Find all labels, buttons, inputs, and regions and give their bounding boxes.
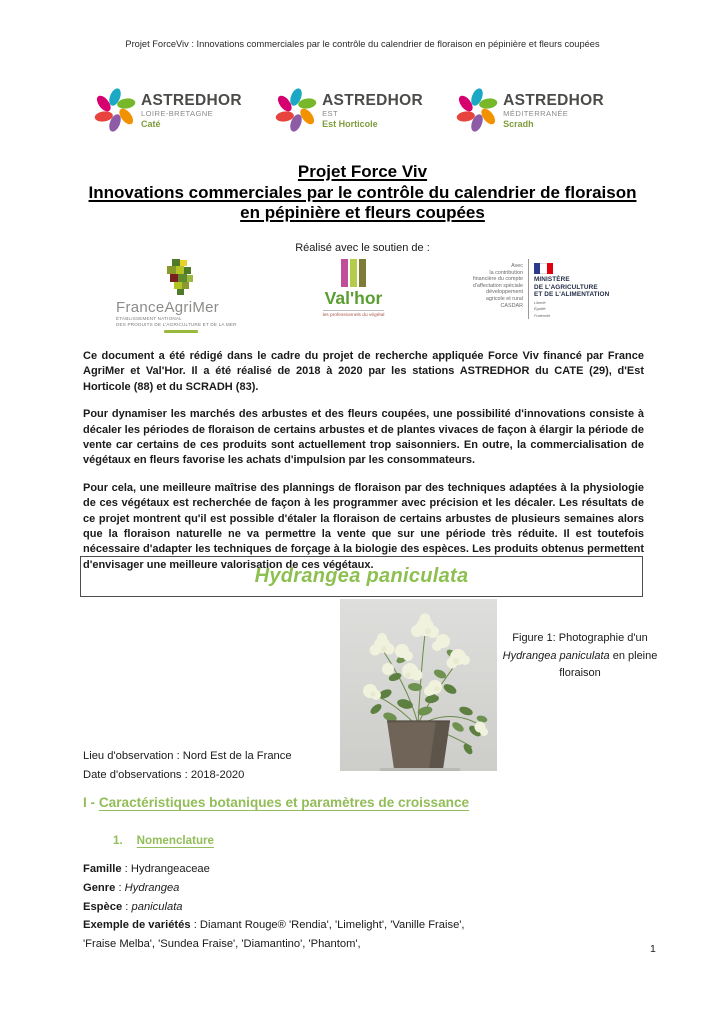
nomenclature-espece: Espèce : paniculata — [83, 900, 183, 913]
astredhor-logo-row — [92, 84, 604, 136]
ministry-line-1: MINISTÈRE — [534, 276, 570, 283]
paragraph-3: Pour cela, une meilleure maîtrise des plannings de floraison par des techniques adaptées à la physiologie de ces végétaux est recherchée de façon à les programmer avec précision et les décaler. Les résultats de ce projet montrent qu'il est possible d'étaler la floraison de certains arbustes de plusieurs semaines alors que la floraison naturelle ne va permettre la vente que sur une période très réduite. Il est toutefois nécessaire d'adapter les techniques de forçage à la biologie des espèces. Les produits obtenus permettent d'envisager une meilleure valorisation de ces végétaux. — [83, 481, 644, 571]
franceagrimer-name: FranceAgriMer — [116, 299, 220, 316]
figure-caption-pre: Figure 1: Photographie d'un — [512, 632, 648, 644]
astredhor-flower-icon — [273, 84, 319, 136]
nomenclature-famille: Famille : Hydrangeaceae — [83, 863, 210, 875]
astredhor-flower-icon — [92, 84, 138, 136]
ministry-motto-3: Fraternité — [534, 313, 551, 318]
valhor-bars-icon — [341, 259, 366, 287]
document-title — [0, 162, 725, 224]
subsection-heading — [113, 834, 214, 847]
page-number: 1 — [650, 943, 656, 955]
figure-caption-post: en pleine floraison — [559, 649, 658, 679]
astredhor-region: LOIRE-BRETAGNE — [141, 109, 214, 118]
nomenclature-varietes-line2: 'Fraise Melba', 'Sundea Fraise', 'Diamantino', 'Phantom', — [83, 938, 361, 951]
subsection-number: 1. — [113, 834, 123, 847]
paragraph-1: Ce document a été rédigé dans le cadre du projet de recherche appliquée Force Viv financé par France AgriMer et Val'Hor. Il a été réalisé de 2018 à 2020 par les stations ASTREDHOR du CATE (29), d'Est Horticole (88) et du SCRADH (83). — [83, 350, 644, 393]
ministry-block — [534, 259, 609, 319]
astredhor-logo-loire-bretagne — [92, 84, 242, 136]
nomenclature-block — [83, 860, 563, 954]
france-map-mosaic-icon — [160, 259, 200, 297]
figure-caption-species: Hydrangea paniculata — [502, 649, 610, 662]
observation-location: Lieu d'observation : Nord Est de la France — [83, 750, 292, 762]
astredhor-region: EST — [322, 109, 339, 118]
ministry-line-2: DE L'AGRICULTURE — [534, 283, 598, 291]
intro-paragraphs — [83, 349, 644, 585]
casdar-contribution-text: Avec la contribution financière du compte d'affectation spéciale développement agricole et rural CASDAR — [472, 263, 523, 309]
title-line-2: Innovations commerciales par le contrôle du calendrier de floraison — [88, 182, 637, 202]
ministry-motto-1: Liberté — [534, 300, 546, 305]
astredhor-name: ASTREDHOR — [503, 92, 604, 109]
paragraph-2: Pour dynamiser les marchés des arbustes et des fleurs coupées, une possibilité d'innovations consiste à décaler les périodes de floraison de certains arbustes et de plantes vivaces de façon à élargir la période de vente car certains de ces produits sont actuellement trop saisonniers. En outre, la commercialisation de végétaux en fleurs favorise les achats d'impulsion par les consommateurs. — [83, 408, 644, 467]
astredhor-station: Caté — [141, 119, 161, 129]
franceagrimer-underline-bar — [164, 330, 198, 333]
subsection-title: Nomenclature — [136, 834, 214, 847]
astredhor-flower-icon — [454, 84, 500, 136]
astredhor-logo-est — [273, 84, 423, 136]
franceagrimer-logo — [116, 259, 262, 333]
section-number: I - — [83, 795, 99, 810]
ministry-motto-2: Égalité — [534, 307, 546, 312]
hydrangea-photo — [340, 599, 497, 771]
section-title: Caractéristiques botaniques et paramètres de croissance — [98, 795, 470, 810]
title-line-1: Projet Force Viv — [297, 162, 428, 181]
nomenclature-varietes: Exemple de variétés : Diamant Rouge® 'Rendia', 'Limelight', 'Vanille Fraise', — [83, 919, 465, 932]
figure-caption — [494, 630, 666, 683]
french-flag-icon — [534, 263, 553, 274]
valhor-tagline: les professionnels du végétal — [323, 310, 385, 318]
species-banner-title: Hydrangea paniculata — [254, 565, 469, 587]
astredhor-region: MÉDITERRANÉE — [503, 109, 569, 118]
astredhor-station: Est Horticole — [322, 119, 378, 129]
franceagrimer-tagline-2: DES PRODUITS DE L'AGRICULTURE ET DE LA MER — [116, 321, 237, 327]
franceagrimer-tagline-1: ÉTABLISSEMENT NATIONAL — [116, 316, 182, 321]
casdar-ministry-logo — [445, 259, 610, 319]
running-header: Projet ForceViv : Innovations commerciales par le contrôle du calendrier de floraison en pépinière et fleurs coupées — [125, 39, 600, 49]
nomenclature-genre: Genre : Hydrangea — [83, 881, 180, 894]
ministry-line-3: ET DE L'ALIMENTATION — [534, 291, 610, 299]
vertical-divider — [528, 259, 529, 319]
astredhor-name: ASTREDHOR — [141, 92, 242, 109]
observation-info — [83, 747, 292, 784]
observation-dates: Date d'observations : 2018-2020 — [83, 768, 245, 781]
astredhor-logo-mediterranee — [454, 84, 604, 136]
astredhor-station: Scradh — [503, 119, 534, 129]
valhor-name: Val'hor — [324, 288, 383, 308]
sponsor-logo-row — [116, 259, 610, 333]
species-banner — [80, 556, 643, 597]
valhor-logo — [298, 259, 410, 318]
astredhor-name: ASTREDHOR — [322, 92, 423, 109]
support-label: Réalisé avec le soutien de : — [295, 242, 430, 254]
section-heading — [83, 795, 469, 810]
title-line-3: en pépinière et fleurs coupées — [240, 203, 485, 222]
